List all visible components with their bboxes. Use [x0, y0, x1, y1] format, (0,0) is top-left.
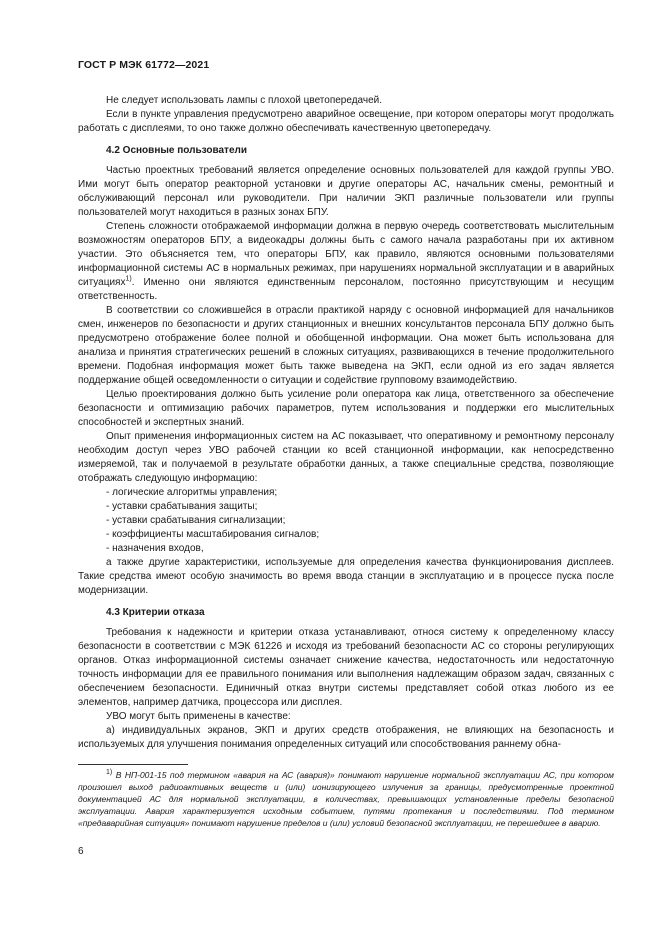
section-4-2-paragraph-5: Опыт применения информационных систем на АС показывает, что оперативному и ремонтному персоналу необходим доступ через УВО рабочей станции ко всей станционной информации, как непосредственно измеряемой, так и получаемой в результате обработки данных, а также специальные средства, позволяющие отображать следующую информацию: — [78, 431, 614, 484]
section-4-3-paragraph-1: Требования к надежности и критерии отказа устанавливают, относя систему к определенному классу безопасности в соответствии с МЭК 61226 и исходя из требований безопасности АС со стороны регулирующих органов. Отказ информационной системы означает снижение качества, недостаточность или недостаточную точность информации для ее правильного понимания или выполнения надлежащим образом задач, связанных с обеспечением безопасности. Единичный отказ внутри системы представляет собой отказ любого из ее элементов, например датчика, процессора или дисплея. — [78, 627, 614, 708]
section-4-2-paragraph-1: Частью проектных требований является определение основных пользователей для каждой группы УВО. Ими могут быть оператор реакторной установки и другие операторы АС, начальник смены, ремонтный и обслуживающий персонал или руководители. При наличии ЭКП различные пользователи или группы пользователей могут находиться в разных зонах БПУ. — [78, 165, 614, 218]
list-item: - назначения входов, — [106, 543, 204, 554]
intro-paragraph-1: Не следует использовать лампы с плохой цветопередачей. — [106, 95, 383, 106]
section-4-3-paragraph-2: УВО могут быть применены в качестве: — [106, 711, 291, 722]
footnote-text: В НП-001-15 под термином «авария на АС (авария)» понимают нарушение нормальной эксплуатации АС, при котором произошел выход радиоактивных веществ и (или) ионизирующего излучения за границы, предусмотренные проектной документацией АС для нормальной эксплуатации, в количествах, превышающих установленные пределы безопасной эксплуатации. Авария характеризуется исходным событием, путями протекания и последствиями. Под термином «предаварийная ситуация» понимают нарушение пределов и (или) условий безопасной эксплуатации, не перешедшее в аварию. — [78, 770, 614, 828]
footnote-mark: 1) — [106, 769, 113, 777]
list-item: - коэффициенты масштабирования сигналов; — [106, 529, 320, 540]
footnote-reference[interactable]: 1) — [125, 275, 132, 283]
list-item: - уставки срабатывания защиты; — [106, 501, 258, 512]
section-heading-4-3: 4.3 Критерии отказа — [106, 607, 205, 618]
footnote-divider — [78, 764, 188, 765]
document-header: ГОСТ Р МЭК 61772—2021 — [78, 59, 210, 71]
page-number: 6 — [78, 846, 84, 857]
info-list — [78, 486, 614, 556]
paragraph-text: Степень сложности отображаемой информации должна в первую очередь соответствовать мыслительным возможностям операторов БПУ, а видеокадры должны быть с самого начала разработаны при их активном участии. Это объясняется тем, что операторы БПУ, как правило, являются основными пользователями информационной системы АС в нормальных режимах, при нарушениях нормальной эксплуатации и в аварийных ситуациях — [78, 221, 614, 288]
footnote — [78, 769, 614, 829]
page-body — [78, 94, 614, 752]
intro-paragraph-2: Если в пункте управления предусмотрено аварийное освещение, при котором операторы могут продолжать работать с дисплеями, то оно также должно обеспечивать качественную цветопередачу. — [78, 109, 614, 134]
section-4-2-paragraph-6: а также другие характеристики, используемые для определения качества функционирования дисплеев. Такие средства имеют особую значимость во время ввода станции в эксплуатацию и в процессе пуска после модернизации. — [78, 557, 614, 596]
list-item: - уставки срабатывания сигнализации; — [106, 515, 286, 526]
section-4-3-paragraph-3: а) индивидуальных экранов, ЭКП и других средств отображения, не влияющих на безопасность и используемых для улучшения понимания определенных ситуаций или способствования раннему обна- — [78, 725, 614, 750]
paragraph-text: . Именно они являются единственным персоналом, постоянно присутствующим и несущим ответственность. — [78, 277, 614, 302]
section-4-2-paragraph-2 — [78, 220, 614, 304]
section-heading-4-2: 4.2 Основные пользователи — [106, 145, 248, 156]
section-4-2-paragraph-4: Целью проектирования должно быть усиление роли оператора как лица, ответственного за обеспечение безопасности и оптимизацию рабочих параметров, путем использования и поддержки его мыслительных способностей и экспертных знаний. — [78, 389, 614, 428]
list-item: - логические алгоритмы управления; — [106, 487, 278, 498]
section-4-2-paragraph-3: В соответствии со сложившейся в отрасли практикой наряду с основной информацией для начальников смен, инженеров по безопасности и других станционных и внешних консультантов персонала БПУ должно быть предусмотрено отображение более полной и обобщенной информации. Она может быть использована для анализа и принятия стратегических решений в сложных ситуациях, развивающихся в течение продолжительного времени. Подобная информация может быть также выведена на ЭКП, если одной из его задач является поддержание общей осведомленности о ситуации и содействие групповому взаимодействию. — [78, 305, 614, 386]
